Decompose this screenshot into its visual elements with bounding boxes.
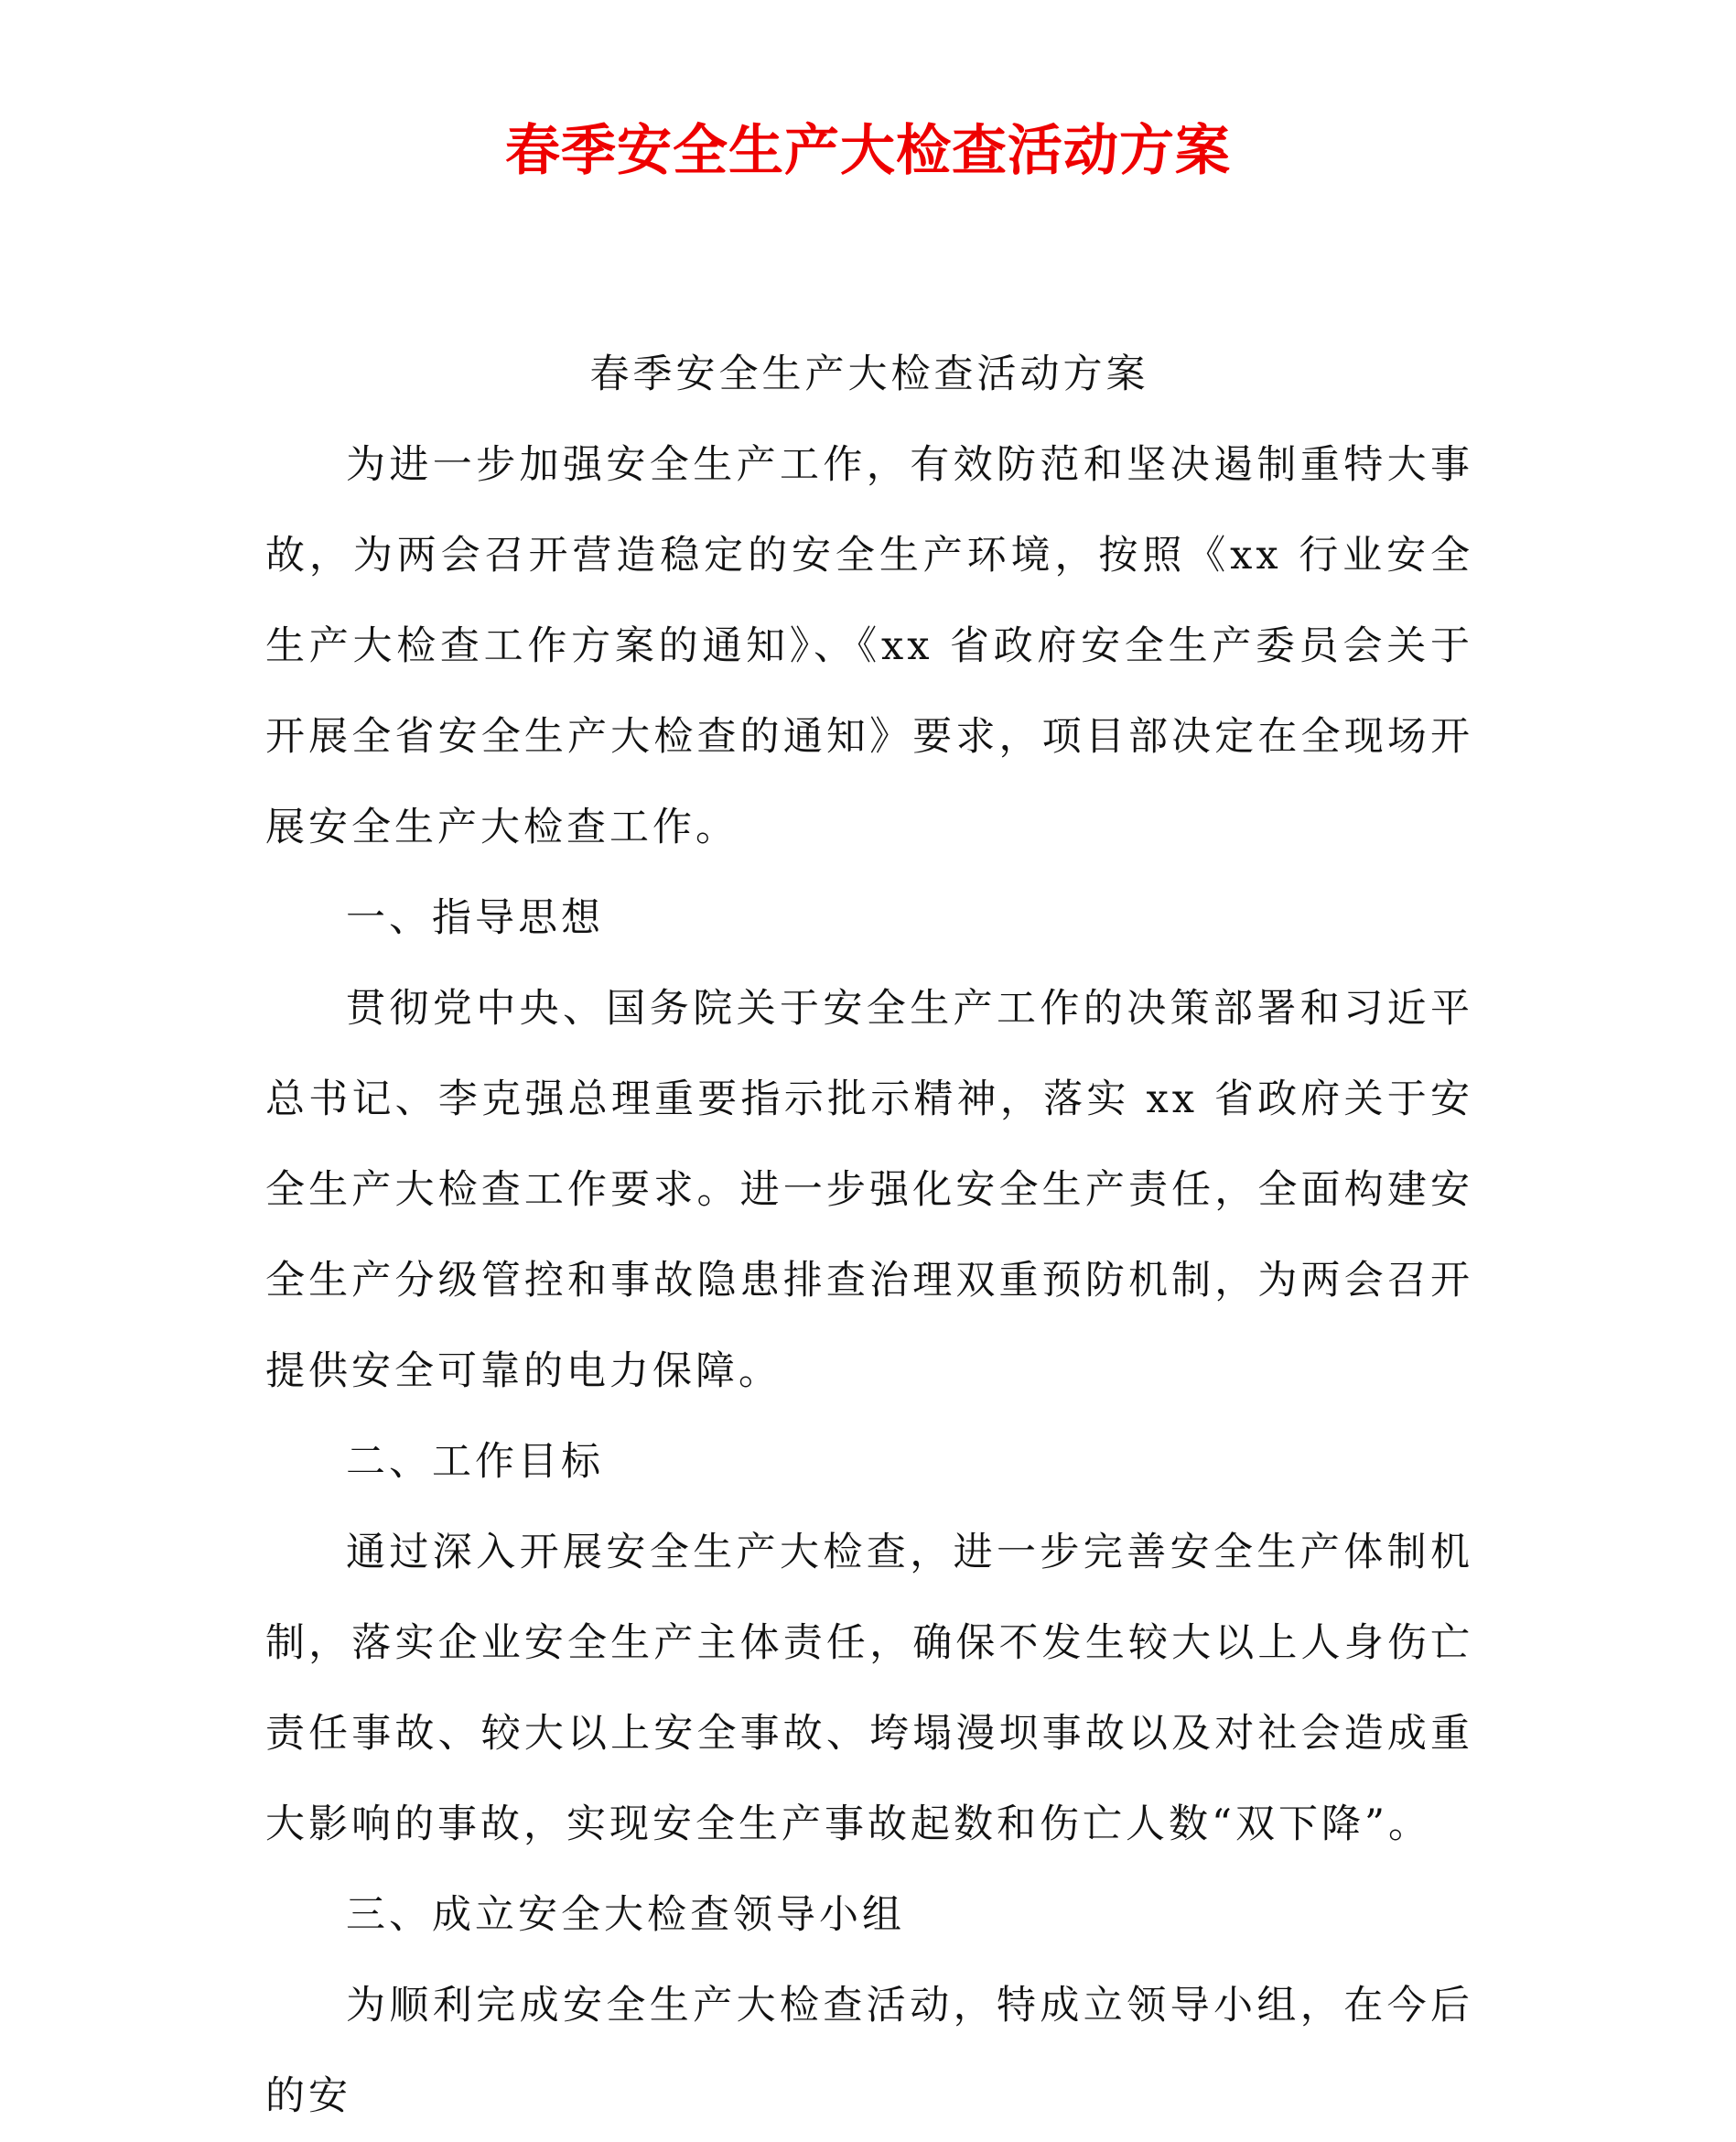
document-subtitle: 春季安全生产大检查活动方案	[589, 352, 1149, 397]
section-heading-leadership-group: 三、成立安全大检查领导小组	[346, 1892, 905, 1938]
work-goals-paragraph: 通过深入开展安全生产大检查，进一步完善安全生产体制机制，落实企业安全生产主体责任，确保不发生较大以上人身伤亡责任事故、较大以上安全事故、垮塌漫坝事故以及对社会造成重大影响的事故，实现安全生产事故起数和伤亡人数“双下降”。	[265, 1530, 1473, 1847]
section-heading-guiding-ideology: 一、指导思想	[346, 895, 604, 941]
intro-paragraph: 为进一步加强安全生产工作，有效防范和坚决遏制重特大事故，为两会召开营造稳定的安全生产环境，按照《xx 行业安全生产大检查工作方案的通知》、《xx 省政府安全生产委员会关于开展全省安全生产大检查的通知》要求，项目部决定在全现场开展安全生产大检查工作。	[265, 442, 1473, 850]
section-heading-work-goals: 二、工作目标	[346, 1439, 604, 1485]
leadership-group-paragraph: 为顺利完成安全生产大检查活动，特成立领导小组，在今后的安	[265, 1983, 1473, 2119]
guiding-ideology-paragraph: 贯彻党中央、国务院关于安全生产工作的决策部署和习近平总书记、李克强总理重要指示批示精神，落实 xx 省政府关于安全生产大检查工作要求。进一步强化安全生产责任，全面构建安全生产分级管控和事故隐患排查治理双重预防机制，为两会召开提供安全可靠的电力保障。	[265, 986, 1473, 1394]
document-body	[265, 330, 1473, 2142]
document-title: 春季安全生产大检查活动方案	[505, 119, 1231, 183]
